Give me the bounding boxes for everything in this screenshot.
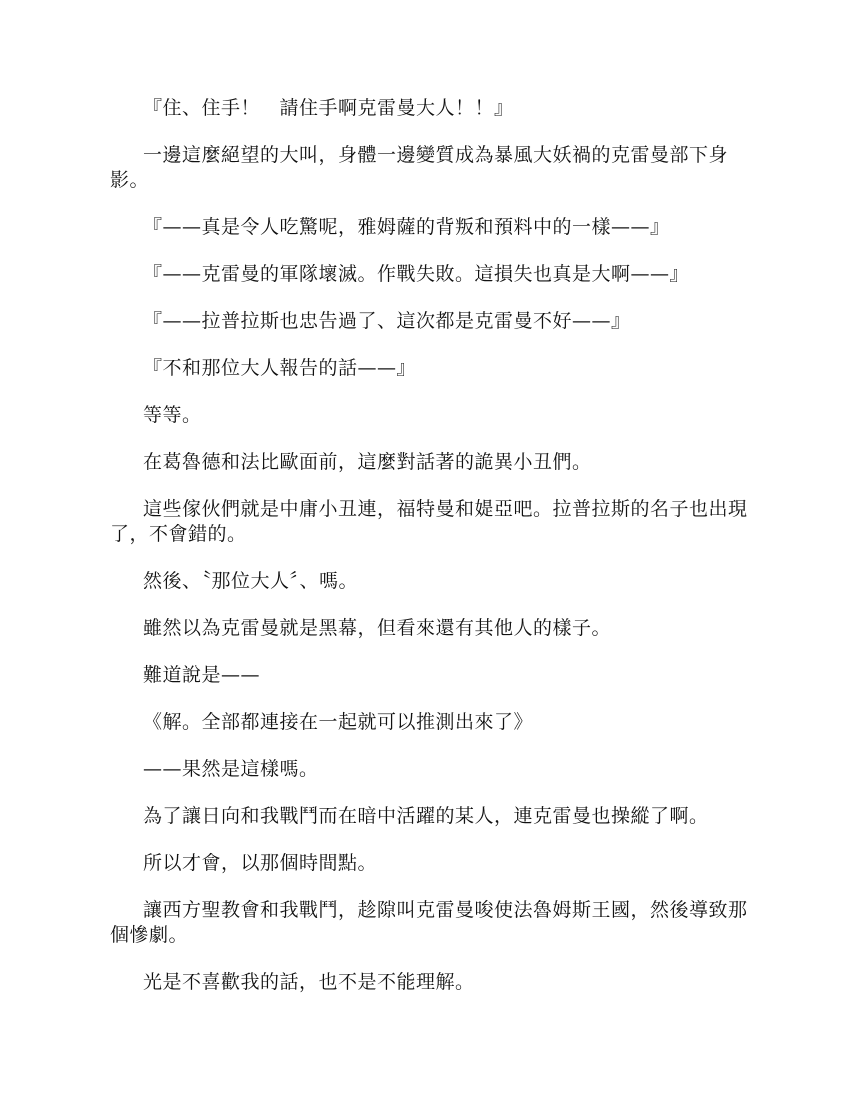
paragraph-6: 『不和那位大人報告的話——』 (143, 357, 417, 379)
paragraph-12: 難道說是—— (143, 664, 261, 686)
paragraph-17: 讓西方聖教會和我戰鬥，趁隙叫克雷曼唆使法魯姆斯王國，然後導致那個慘劇。 (110, 899, 748, 946)
paragraph-18: 光是不喜歡我的話，也不是不能理解。 (143, 971, 475, 993)
paragraph-5: 『——拉普拉斯也忠告過了、這次都是克雷曼不好——』 (143, 310, 631, 332)
paragraph-9: 這些傢伙們就是中庸小丑連，福特曼和媞亞吧。拉普拉斯的名子也出現了，不會錯的。 (110, 498, 748, 545)
paragraph-3: 『——真是令人吃驚呢，雅姆薩的背叛和預料中的一樣——』 (143, 216, 670, 238)
paragraph-7: 等等。 (143, 404, 202, 426)
paragraph-4: 『——克雷曼的軍隊壞滅。作戰失敗。這損失也真是大啊——』 (143, 263, 690, 285)
paragraph-14: ——果然是這樣嗎。 (143, 758, 319, 780)
paragraph-16: 所以才會，以那個時間點。 (143, 852, 378, 874)
document-body (110, 96, 750, 1017)
paragraph-11: 雖然以為克雷曼就是黑幕，但看來還有其他人的樣子。 (143, 617, 612, 639)
paragraph-15: 為了讓日向和我戰鬥而在暗中活躍的某人，連克雷曼也操縱了啊。 (143, 805, 709, 827)
paragraph-10: 然後、〝那位大人〞、嗎。 (143, 570, 359, 592)
paragraph-1: 『住、住手！ 請住手啊克雷曼大人！！』 (143, 97, 514, 119)
paragraph-2: 一邊這麼絕望的大叫，身體一邊變質成為暴風大妖禍的克雷曼部下身影。 (110, 144, 729, 191)
paragraph-8: 在葛魯德和法比歐面前，這麼對話著的詭異小丑們。 (143, 451, 592, 473)
paragraph-13: 《解。全部都連接在一起就可以推測出來了》 (143, 711, 534, 733)
